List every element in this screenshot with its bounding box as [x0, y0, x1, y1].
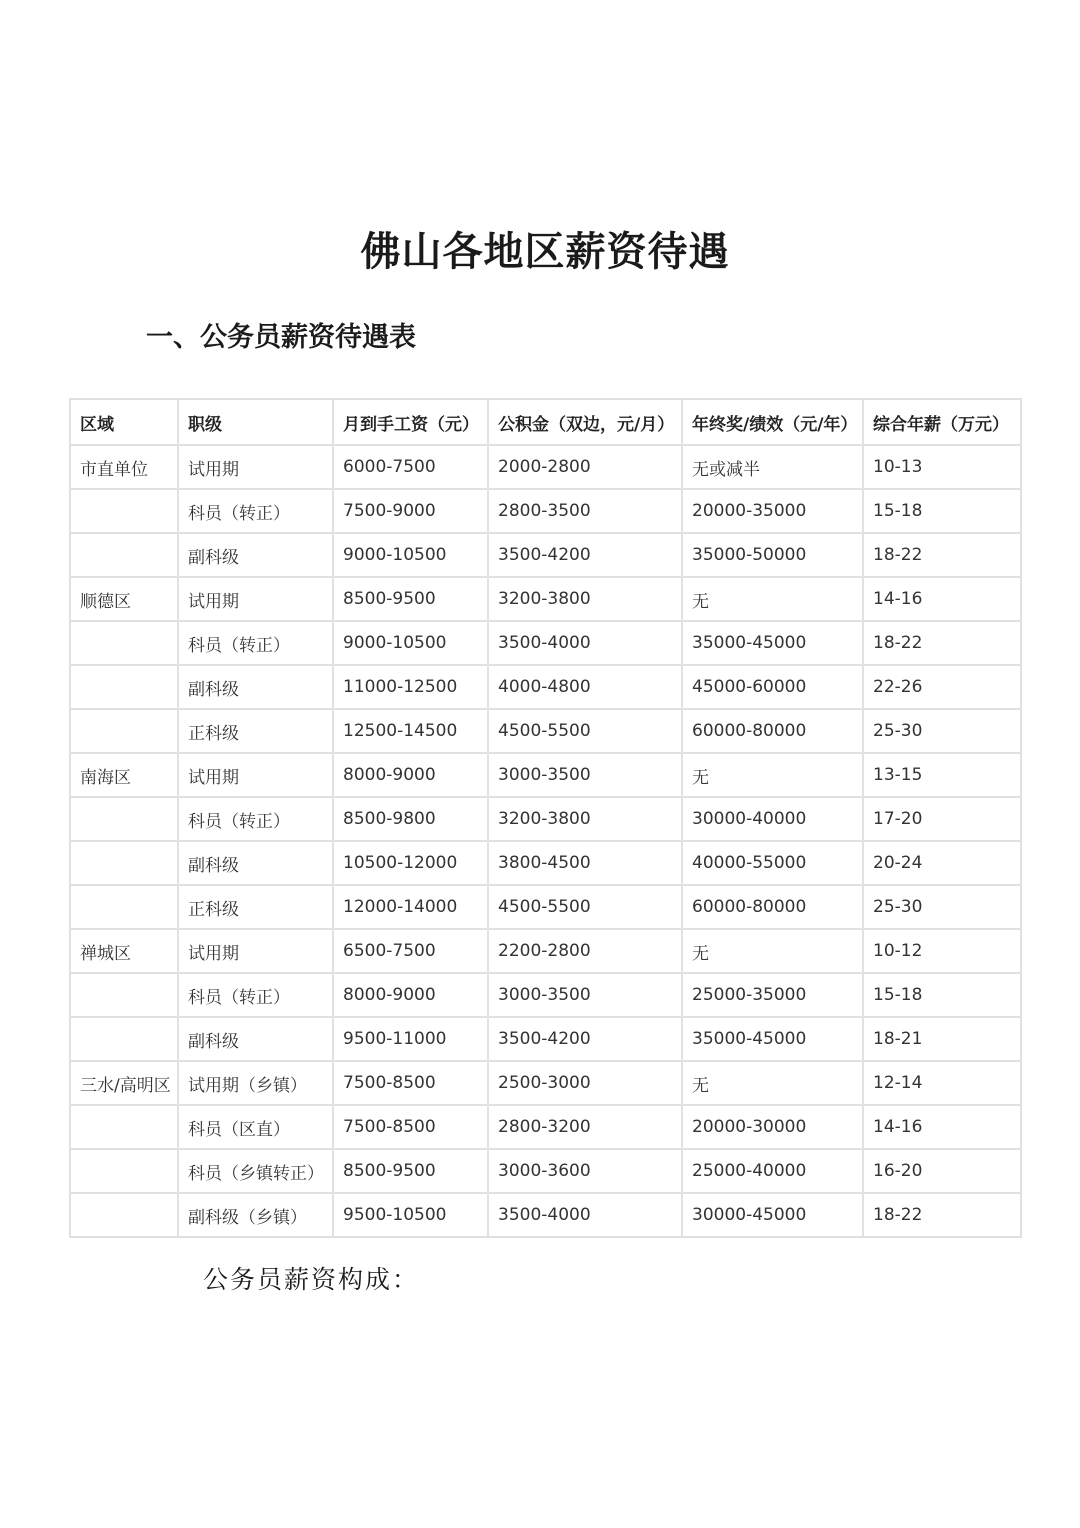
- cell-rank: 试用期: [178, 445, 333, 489]
- cell-region: [70, 973, 178, 1017]
- cell-rank: 正科级: [178, 885, 333, 929]
- cell-housing-fund: 3000-3500: [488, 973, 682, 1017]
- cell-year-end-bonus: 45000-60000: [682, 665, 863, 709]
- cell-housing-fund: 3200-3800: [488, 797, 682, 841]
- table-row: [70, 973, 1021, 1017]
- table-row: [70, 1017, 1021, 1061]
- cell-rank: 副科级: [178, 841, 333, 885]
- cell-region: 顺德区: [70, 577, 178, 621]
- table-header-row: [70, 399, 1021, 445]
- cell-housing-fund: 3500-4200: [488, 1017, 682, 1061]
- column-header-year-end-bonus: 年终奖/绩效（元/年）: [682, 399, 863, 445]
- cell-annual-salary: 16-20: [863, 1149, 1021, 1193]
- cell-housing-fund: 4500-5500: [488, 709, 682, 753]
- cell-monthly-pay: 9500-11000: [333, 1017, 488, 1061]
- cell-annual-salary: 18-22: [863, 1193, 1021, 1237]
- cell-annual-salary: 22-26: [863, 665, 1021, 709]
- cell-annual-salary: 14-16: [863, 1105, 1021, 1149]
- cell-region: 三水/高明区: [70, 1061, 178, 1105]
- cell-year-end-bonus: 60000-80000: [682, 885, 863, 929]
- table-row: [70, 489, 1021, 533]
- cell-annual-salary: 15-18: [863, 489, 1021, 533]
- cell-monthly-pay: 6500-7500: [333, 929, 488, 973]
- cell-region: [70, 489, 178, 533]
- cell-annual-salary: 10-13: [863, 445, 1021, 489]
- table-row: [70, 1105, 1021, 1149]
- cell-housing-fund: 3500-4000: [488, 1193, 682, 1237]
- cell-monthly-pay: 7500-8500: [333, 1061, 488, 1105]
- cell-monthly-pay: 7500-8500: [333, 1105, 488, 1149]
- cell-monthly-pay: 8000-9000: [333, 753, 488, 797]
- table-row: [70, 577, 1021, 621]
- cell-housing-fund: 4500-5500: [488, 885, 682, 929]
- cell-housing-fund: 3500-4000: [488, 621, 682, 665]
- table-row: [70, 621, 1021, 665]
- cell-region: 禅城区: [70, 929, 178, 973]
- column-header-housing-fund: 公积金（双边，元/月）: [488, 399, 682, 445]
- cell-monthly-pay: 7500-9000: [333, 489, 488, 533]
- cell-housing-fund: 3000-3500: [488, 753, 682, 797]
- table-row: [70, 797, 1021, 841]
- cell-annual-salary: 18-22: [863, 621, 1021, 665]
- cell-housing-fund: 3800-4500: [488, 841, 682, 885]
- cell-rank: 正科级: [178, 709, 333, 753]
- salary-composition-heading: 公务员薪资构成：: [203, 1265, 420, 1294]
- cell-region: [70, 1017, 178, 1061]
- table-row: [70, 533, 1021, 577]
- cell-monthly-pay: 8500-9500: [333, 577, 488, 621]
- cell-rank: 科员（转正）: [178, 489, 333, 533]
- cell-monthly-pay: 8500-9800: [333, 797, 488, 841]
- cell-rank: 试用期: [178, 753, 333, 797]
- cell-housing-fund: 2000-2800: [488, 445, 682, 489]
- cell-annual-salary: 25-30: [863, 885, 1021, 929]
- cell-housing-fund: 3500-4200: [488, 533, 682, 577]
- cell-region: [70, 533, 178, 577]
- cell-region: [70, 797, 178, 841]
- table-row: [70, 885, 1021, 929]
- cell-housing-fund: 3000-3600: [488, 1149, 682, 1193]
- table-row: [70, 753, 1021, 797]
- cell-year-end-bonus: 无: [682, 929, 863, 973]
- cell-year-end-bonus: 20000-30000: [682, 1105, 863, 1149]
- cell-rank: 科员（乡镇转正）: [178, 1149, 333, 1193]
- cell-year-end-bonus: 35000-45000: [682, 1017, 863, 1061]
- table-row: [70, 445, 1021, 489]
- cell-annual-salary: 18-21: [863, 1017, 1021, 1061]
- cell-housing-fund: 2200-2800: [488, 929, 682, 973]
- cell-monthly-pay: 9000-10500: [333, 533, 488, 577]
- cell-annual-salary: 12-14: [863, 1061, 1021, 1105]
- cell-monthly-pay: 9000-10500: [333, 621, 488, 665]
- cell-monthly-pay: 11000-12500: [333, 665, 488, 709]
- table-row: [70, 841, 1021, 885]
- table-row: [70, 929, 1021, 973]
- cell-annual-salary: 25-30: [863, 709, 1021, 753]
- cell-year-end-bonus: 30000-45000: [682, 1193, 863, 1237]
- cell-monthly-pay: 12500-14500: [333, 709, 488, 753]
- cell-annual-salary: 10-12: [863, 929, 1021, 973]
- cell-monthly-pay: 9500-10500: [333, 1193, 488, 1237]
- cell-year-end-bonus: 35000-50000: [682, 533, 863, 577]
- column-header-rank: 职级: [178, 399, 333, 445]
- cell-year-end-bonus: 40000-55000: [682, 841, 863, 885]
- cell-rank: 试用期: [178, 577, 333, 621]
- cell-rank: 科员（转正）: [178, 973, 333, 1017]
- cell-year-end-bonus: 无: [682, 1061, 863, 1105]
- cell-region: [70, 1105, 178, 1149]
- cell-year-end-bonus: 60000-80000: [682, 709, 863, 753]
- cell-annual-salary: 13-15: [863, 753, 1021, 797]
- cell-year-end-bonus: 30000-40000: [682, 797, 863, 841]
- cell-region: [70, 709, 178, 753]
- cell-region: 市直单位: [70, 445, 178, 489]
- column-header-annual-salary: 综合年薪（万元）: [863, 399, 1021, 445]
- cell-year-end-bonus: 无: [682, 577, 863, 621]
- cell-region: [70, 841, 178, 885]
- cell-rank: 副科级: [178, 665, 333, 709]
- table-row: [70, 1193, 1021, 1237]
- cell-rank: 科员（区直）: [178, 1105, 333, 1149]
- cell-housing-fund: 2800-3200: [488, 1105, 682, 1149]
- cell-annual-salary: 15-18: [863, 973, 1021, 1017]
- cell-rank: 副科级（乡镇）: [178, 1193, 333, 1237]
- table-row: [70, 665, 1021, 709]
- table-body: [70, 445, 1021, 1237]
- cell-rank: 科员（转正）: [178, 797, 333, 841]
- cell-housing-fund: 3200-3800: [488, 577, 682, 621]
- cell-monthly-pay: 8000-9000: [333, 973, 488, 1017]
- cell-rank: 试用期: [178, 929, 333, 973]
- cell-region: [70, 665, 178, 709]
- cell-annual-salary: 14-16: [863, 577, 1021, 621]
- column-header-monthly-pay: 月到手工资（元）: [333, 399, 488, 445]
- cell-year-end-bonus: 20000-35000: [682, 489, 863, 533]
- cell-rank: 试用期（乡镇）: [178, 1061, 333, 1105]
- cell-rank: 副科级: [178, 533, 333, 577]
- table-row: [70, 1149, 1021, 1193]
- cell-region: [70, 1149, 178, 1193]
- section-heading: 一、公务员薪资待遇表: [146, 322, 416, 353]
- cell-year-end-bonus: 25000-40000: [682, 1149, 863, 1193]
- table-row: [70, 709, 1021, 753]
- cell-monthly-pay: 6000-7500: [333, 445, 488, 489]
- cell-annual-salary: 17-20: [863, 797, 1021, 841]
- cell-year-end-bonus: 25000-35000: [682, 973, 863, 1017]
- cell-region: [70, 621, 178, 665]
- cell-region: [70, 885, 178, 929]
- page-title: 佛山各地区薪资待遇: [360, 228, 730, 275]
- cell-rank: 副科级: [178, 1017, 333, 1061]
- cell-year-end-bonus: 无或减半: [682, 445, 863, 489]
- cell-housing-fund: 2500-3000: [488, 1061, 682, 1105]
- cell-annual-salary: 20-24: [863, 841, 1021, 885]
- column-header-region: 区域: [70, 399, 178, 445]
- cell-annual-salary: 18-22: [863, 533, 1021, 577]
- cell-region: 南海区: [70, 753, 178, 797]
- cell-monthly-pay: 8500-9500: [333, 1149, 488, 1193]
- cell-rank: 科员（转正）: [178, 621, 333, 665]
- cell-monthly-pay: 12000-14000: [333, 885, 488, 929]
- cell-year-end-bonus: 35000-45000: [682, 621, 863, 665]
- cell-region: [70, 1193, 178, 1237]
- table-row: [70, 1061, 1021, 1105]
- cell-housing-fund: 2800-3500: [488, 489, 682, 533]
- cell-year-end-bonus: 无: [682, 753, 863, 797]
- cell-housing-fund: 4000-4800: [488, 665, 682, 709]
- salary-table: [69, 398, 1022, 1238]
- cell-monthly-pay: 10500-12000: [333, 841, 488, 885]
